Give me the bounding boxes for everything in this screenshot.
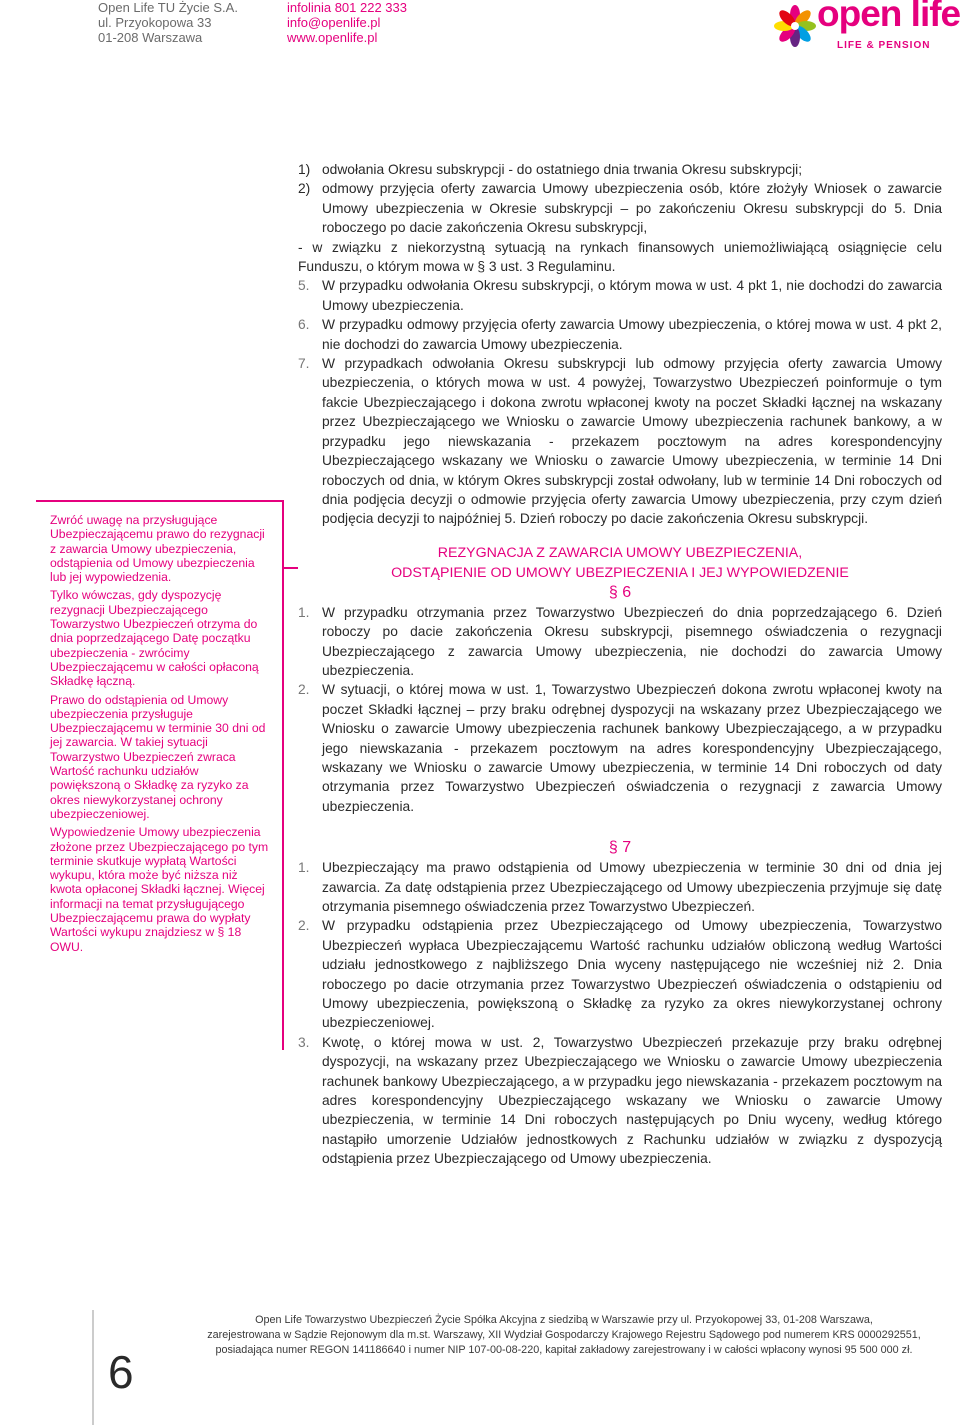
paragraph-number: § 6 — [608, 583, 632, 601]
footer-legal — [184, 1313, 944, 1358]
main-content — [298, 160, 942, 1169]
footer-line: posiadająca numer REGON 141186640 i numer NIP 107-00-08-220, kapitał zakładowy zarejestrowany i w całości wpłacony wynosi 95 500 000 zł. — [215, 1344, 913, 1356]
item-number: 1. — [298, 860, 310, 876]
logo-tagline: LIFE & PENSION — [837, 40, 931, 51]
paragraph-number: § 7 — [608, 839, 632, 857]
item-text: odwołania Okresu subskrypcji - do ostatniego dnia trwania Okresu subskrypcji; — [322, 162, 803, 177]
item-text: Kwotę, o której mowa w ust. 2, Towarzystwo Ubezpieczeń przekazuje przy braku odrębnej dyspozycji, na wskazany przez Ubezpieczającego we Wniosku o zawarcie Umowy ubezpieczenia rachunek bankowy Ubezpieczającego, a w przypadku jego niewskazania - przekazem pocztowym na adres korespondencyjny Ubezpieczającego wskazany we Wniosku o zawarcie Umowy ubezpieczenia, w terminie 14 Dni roboczych następujących po Dniu wyceny, według którego nastąpiło umorzenie Udziałów jednostkowych z Rachunku udziałów w związku z dyspozycją odstąpienia przez Ubezpieczającego od Umowy ubezpieczenia. — [322, 1034, 942, 1167]
item-text: W przypadku odstąpienia przez Ubezpieczającego od Umowy ubezpieczenia, Towarzystwo Ubezpieczeń wypłaca Ubezpieczającemu Wartość rachunku udziałów obliczoną według Wartości udziału jednostkowego z najbliższego Dnia wyceny następującego nie wcześniej niż 2. Dnia roboczego po dacie otrzymania przez Towarzystwo Ubezpieczeń oświadczenia o odstąpieniu od Umowy ubezpieczenia, powiększoną o Składkę za ryzyko za okres niewykorzystanej ochrony ubezpieczeniowej. — [322, 918, 942, 1031]
flower-icon — [773, 4, 817, 48]
item-number: 2) — [298, 181, 311, 197]
item-number: 5. — [298, 278, 310, 294]
section-heading-line: ODSTĄPIENIE OD UMOWY UBEZPIECZENIA I JEJ WYPOWIEDZENIE — [391, 564, 849, 581]
section-heading-line: REZYGNACJA Z ZAWARCIA UMOWY UBEZPIECZENIA, — [437, 544, 803, 561]
page-number: 6 — [108, 1346, 134, 1398]
footer-divider — [92, 1310, 94, 1425]
list-item — [298, 315, 942, 354]
list-item — [298, 916, 942, 1032]
sidebar-note — [36, 500, 284, 1050]
item-number: 7. — [298, 356, 310, 372]
item-number: 1. — [298, 604, 310, 620]
item-text: Ubezpieczający ma prawo odstąpienia od Umowy ubezpieczenia w terminie 30 dni od dnia jej zawarcia. Za datę odstąpienia przez Ubezpieczającego od Umowy ubezpieczenia przyjmuje się datę otrzymania pisemnego oświadczenia przez Towarzystwo Ubezpieczeń. — [322, 860, 942, 914]
hotline: infolinia 801 222 333 — [287, 0, 407, 15]
website-link[interactable]: www.openlife.pl — [287, 30, 378, 45]
item-text: W przypadku otrzymania przez Towarzystwo Ubezpieczeń do dnia poprzedzającego 6. Dzień roboczy po dacie zakończenia Okresu subskrypcji, pisemnego oświadczenia o rezygnacji Ubezpieczającego z zawarcia Umowy ubezpieczenia, nie dochodzi do zawarcia Umowy ubezpieczenia. — [322, 604, 942, 678]
item-number: 6. — [298, 317, 310, 333]
item-number: 1) — [298, 162, 311, 177]
footer-line: zarejestrowana w Sądzie Rejonowym dla m.st. Warszawy, XII Wydział Gospodarczy Krajowego Rejestru Sądowego pod numerem KRS 0000292551, — [207, 1329, 921, 1341]
sidebar-note-text — [50, 513, 270, 958]
item-number: 2. — [298, 682, 310, 698]
section-heading — [298, 543, 942, 583]
company-city: 01-208 Warszawa — [98, 30, 203, 45]
company-address — [98, 0, 238, 45]
sidebar-paragraph: Tylko wówczas, gdy dyspozycję rezygnacji Ubezpieczającego Towarzystwo Ubezpieczeń otrzyma do dnia poprzedzającego Datę początku ubezpieczenia - zwrócimy Ubezpieczającemu w całości opłaconą Składkę łączną. — [50, 588, 259, 689]
item-number: 3. — [298, 1034, 310, 1050]
list-item — [298, 276, 942, 315]
sidebar-paragraph: Wypowiedzenie Umowy ubezpieczenia złożone przez Ubezpieczającego po tym terminie skutkuje wypłatą Wartości wykupu, która może być niższa niż kwota opłaconej Składki łącznej. Więcej informacji na temat przysługującego Ubezpieczającemu prawa do wypłaty Wartości wykupu znajdziesz w § 18 OWU. — [50, 825, 269, 954]
list-item — [298, 603, 942, 681]
item-number: 2. — [298, 918, 310, 934]
block1-conclusion: - w związku z niekorzystną sytuacją na rynkach finansowych uniemożliwiającą osiągnięcie celu Funduszu, o którym mowa w § 3 ust. 3 Regulaminu. — [298, 239, 942, 275]
email-link[interactable]: info@openlife.pl — [287, 15, 381, 30]
item-text: W przypadku odwołania Okresu subskrypcji, o którym mowa w ust. 4 pkt 1, nie dochodzi do zawarcia Umowy ubezpieczenia. — [322, 278, 942, 313]
sidebar-paragraph: Zwróć uwagę na przysługujące Ubezpieczającemu prawo do rezygnacji z zawarcia Umowy ubezpieczenia, odstąpienia od Umowy ubezpieczenia lub jej wypowiedzenia. — [50, 513, 265, 585]
item-text: W przypadku odmowy przyjęcia oferty zawarcia Umowy ubezpieczenia, o której mowa w ust. 4 pkt 2, nie dochodzi do zawarcia Umowy ubezpieczenia. — [322, 317, 942, 352]
list-item — [298, 179, 942, 237]
item-text: W przypadkach odwołania Okresu subskrypcji lub odmowy przyjęcia oferty zawarcia Umowy ubezpieczenia, o których mowa w ust. 4 powyżej, Towarzystwo Ubezpieczeń poinformuje o tym fakcie Ubezpieczającego i dokona zwrotu wpłaconej kwoty na poczet Składki łącznej na wskazany przez Ubezpieczającego we Wniosku o zawarcie Umowy ubezpieczenia rachunek bankowy, a w przypadku jego niewskazania - przekazem pocztowym na adres korespondencyjny Ubezpieczającego wskazany we Wniosku o zawarcie Umowy ubezpieczenia, w terminie 14 Dni roboczych od dnia, w którym Okres subskrypcji został odwołany, lub w terminie 14 Dni roboczych od dnia podjęcia decyzji o odmowie przyjęcia oferty zawarcia Umowy ubezpieczenia, przy czym dzień podjęcia decyzji to najpóźniej 5. Dzień roboczy po dacie zakończenia Okresu subskrypcji. — [322, 356, 942, 527]
list-item — [298, 1033, 942, 1169]
logo-wordmark: open life — [817, 0, 960, 34]
section-marker — [284, 567, 298, 569]
company-name: Open Life TU Życie S.A. — [98, 0, 238, 15]
list-item — [298, 354, 942, 529]
company-street: ul. Przyokopowa 33 — [98, 15, 212, 30]
item-text: odmowy przyjęcia oferty zawarcia Umowy ubezpieczenia osób, które złożyły Wniosek o zawarcie Umowy ubezpieczenia w Okresie subskrypcji – po zakończeniu Okresu subskrypcji do 5. Dnia roboczego po dacie zakończenia Okresu subskrypcji, — [322, 181, 942, 236]
sidebar-paragraph: Prawo do odstąpienia od Umowy ubezpieczenia przysługuje Ubezpieczającemu w terminie 30 dni od jej zawarcia. W takiej sytuacji Towarzystwo Ubezpieczeń zwraca Wartość rachunku udziałów powiększoną o Składkę za ryzyko za okres niewykorzystanej ochrony ubezpieczeniowej. — [50, 692, 266, 821]
footer-line: Open Life Towarzystwo Ubezpieczeń Życie Spółka Akcyjna z siedzibą w Warszawie przy ul. Przyokopowej 33, 01-208 Warszawa, — [255, 1314, 873, 1326]
item-text: W sytuacji, o której mowa w ust. 1, Towarzystwo Ubezpieczeń dokona zwrotu wpłaconej kwoty na poczet Składki łącznej – przy braku odrębnej dyspozycji na wskazany przez Ubezpieczającego we Wniosku o zawarcie Umowy ubezpieczenia rachunek bankowy Ubezpieczającego, a w przypadku jego niewskazania - przekazem pocztowym na adres korespondencyjny Ubezpieczającego, wskazany we Wniosku o zawarcie Umowy ubezpieczenia, w terminie 14 Dni roboczych od daty otrzymania przez Towarzystwo Ubezpieczeń oświadczenia o rezygnacji z zawarcia Umowy ubezpieczenia. — [322, 682, 942, 814]
list-item — [298, 858, 942, 916]
list-item — [298, 160, 942, 179]
open-life-logo — [773, 0, 960, 52]
company-contact — [287, 0, 407, 45]
list-item — [298, 680, 942, 816]
